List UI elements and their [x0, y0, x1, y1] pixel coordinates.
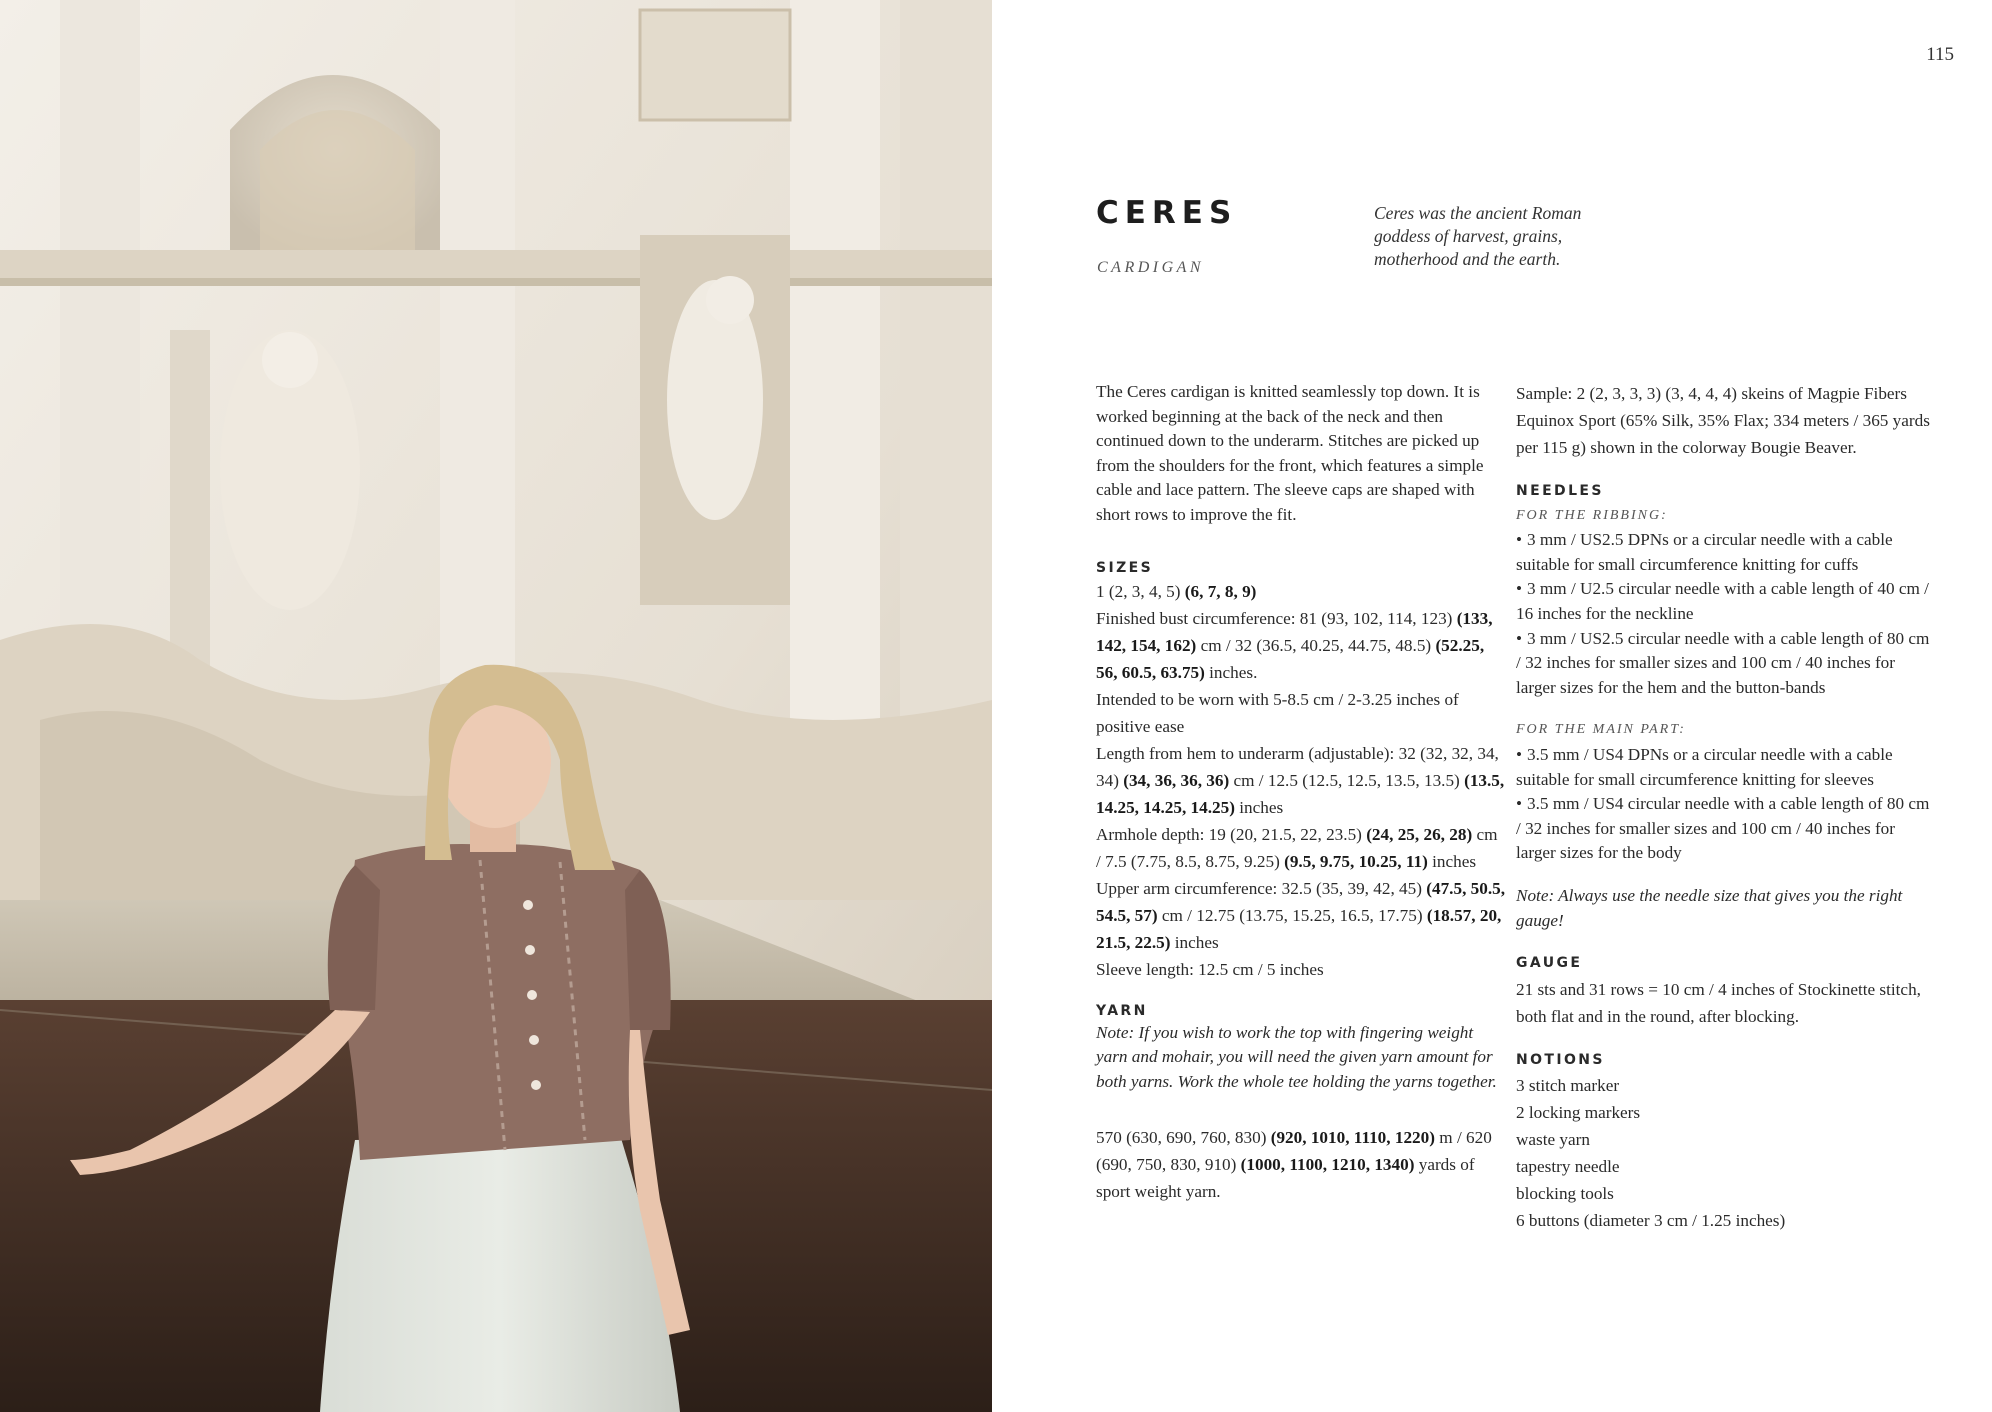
pattern-page — [992, 0, 1992, 1412]
list-item: tapestry needle — [1516, 1157, 1620, 1177]
sleeve-length-text: Sleeve length: 12.5 cm / 5 inches — [1096, 959, 1324, 979]
sizes-line: 1 (2, 3, 4, 5) (6, 7, 8, 9) — [1096, 581, 1257, 601]
main-part-subheading: FOR THE MAIN PART: — [1516, 722, 1686, 738]
sample-text: Sample: 2 (2, 3, 3, 3) (3, 4, 4, 4) skeins of Magpie Fibers Equinox Sport (65% Silk, 35% Flax; 334 meters / 365 yards per 115 g) shown in the colorway Bougie Beaver. — [1516, 384, 1930, 457]
main-needle-list — [1516, 743, 1936, 866]
list-item: • 3.5 mm / US4 circular needle with a cable length of 80 cm / 32 inches for smaller sizes and 100 cm / 40 inches for larger sizes for the body — [1516, 794, 1930, 863]
gauge-heading: GAUGE — [1516, 955, 1583, 972]
pattern-title: CERES — [1096, 195, 1238, 231]
yarn-amount: 570 (630, 690, 760, 830) (920, 1010, 1110, 1220) m / 620 (690, 750, 830, 910) (1000, 1100, 1210, 1340) yards of sport weight yarn. — [1096, 1128, 1492, 1202]
ribbing-needle-list — [1516, 528, 1936, 700]
photo-illustration — [0, 0, 992, 1412]
right-column — [1516, 380, 1936, 1234]
list-item: waste yarn — [1516, 1130, 1590, 1150]
pattern-description: The Ceres cardigan is knitted seamlessly top down. It is worked beginning at the back of the neck and then continued down to the underarm. Stitches are picked up from the shoulders for the front, which features a simple cable and lace pattern. The sleeve caps are shaped with short rows to improve the fit. — [1096, 382, 1484, 524]
needles-heading: NEEDLES — [1516, 483, 1604, 499]
pattern-subtitle: CARDIGAN — [1097, 259, 1205, 276]
left-column — [1096, 380, 1506, 1205]
list-item: 2 locking markers — [1516, 1103, 1641, 1123]
yarn-note: Note: If you wish to work the top with fingering weight yarn and mohair, you will need the given yarn amount for both yarns. Work the whole tee holding the yarns together. — [1096, 1022, 1497, 1091]
list-item: • 3.5 mm / US4 DPNs or a circular needle with a cable suitable for small circumference knitting for sleeves — [1516, 744, 1893, 789]
ease-text: Intended to be worn with 5-8.5 cm / 2-3.25 inches of positive ease — [1096, 689, 1459, 736]
list-item: 6 buttons (diameter 3 cm / 1.25 inches) — [1516, 1211, 1786, 1231]
bust-circumference: Finished bust circumference: 81 (93, 102, 114, 123) (133, 142, 154, 162) cm / 32 (36.5, 40.25, 44.75, 48.5) (52.25, 56, 60.5, 63.75) inches. — [1096, 608, 1493, 682]
ribbing-subheading: FOR THE RIBBING: — [1516, 507, 1668, 523]
list-item: • 3 mm / U2.5 circular needle with a cable length of 40 cm / 16 inches for the neckline — [1516, 579, 1929, 623]
intro-quote: Ceres was the ancient Roman goddess of harvest, grains, motherhood and the earth. — [1374, 203, 1582, 269]
list-item: • 3 mm / US2.5 circular needle with a cable length of 80 cm / 32 inches for smaller sizes and 100 cm / 40 inches for larger sizes for the hem and the button-bands — [1516, 628, 1930, 697]
gauge-text: 21 sts and 31 rows = 10 cm / 4 inches of Stockinette stitch, both flat and in the round, after blocking. — [1516, 979, 1921, 1026]
needles-note: Note: Always use the needle size that gives you the right gauge! — [1516, 885, 1903, 930]
list-item: 3 stitch marker — [1516, 1076, 1620, 1096]
sizes-heading: SIZES — [1096, 559, 1154, 576]
page-number: 115 — [1926, 44, 1954, 65]
notions-heading: NOTIONS — [1516, 1051, 1605, 1068]
list-item: • 3 mm / US2.5 DPNs or a circular needle with a cable suitable for small circumference knitting for cuffs — [1516, 530, 1893, 574]
list-item: blocking tools — [1516, 1184, 1614, 1204]
upper-arm-text: Upper arm circumference: 32.5 (35, 39, 42, 45) (47.5, 50.5, 54.5, 57) cm / 12.75 (13.75, 15.25, 16.5, 17.75) (18.57, 20, 21.5, 22.5) inches — [1096, 878, 1506, 952]
notions-list — [1516, 1072, 1936, 1234]
yarn-heading: YARN — [1096, 1002, 1148, 1019]
armhole-text: Armhole depth: 19 (20, 21.5, 22, 23.5) (24, 25, 26, 28) cm / 7.5 (7.75, 8.5, 8.75, 9.25) (9.5, 9.75, 10.25, 11) inches — [1096, 824, 1498, 871]
cover-photo — [0, 0, 992, 1412]
length-text: Length from hem to underarm (adjustable): 32 (32, 32, 34, 34) (34, 36, 36, 36) cm / 12.5 (12.5, 12.5, 13.5, 13.5) (13.5, 14.25, 14.25, 14.25) inches — [1096, 743, 1505, 817]
